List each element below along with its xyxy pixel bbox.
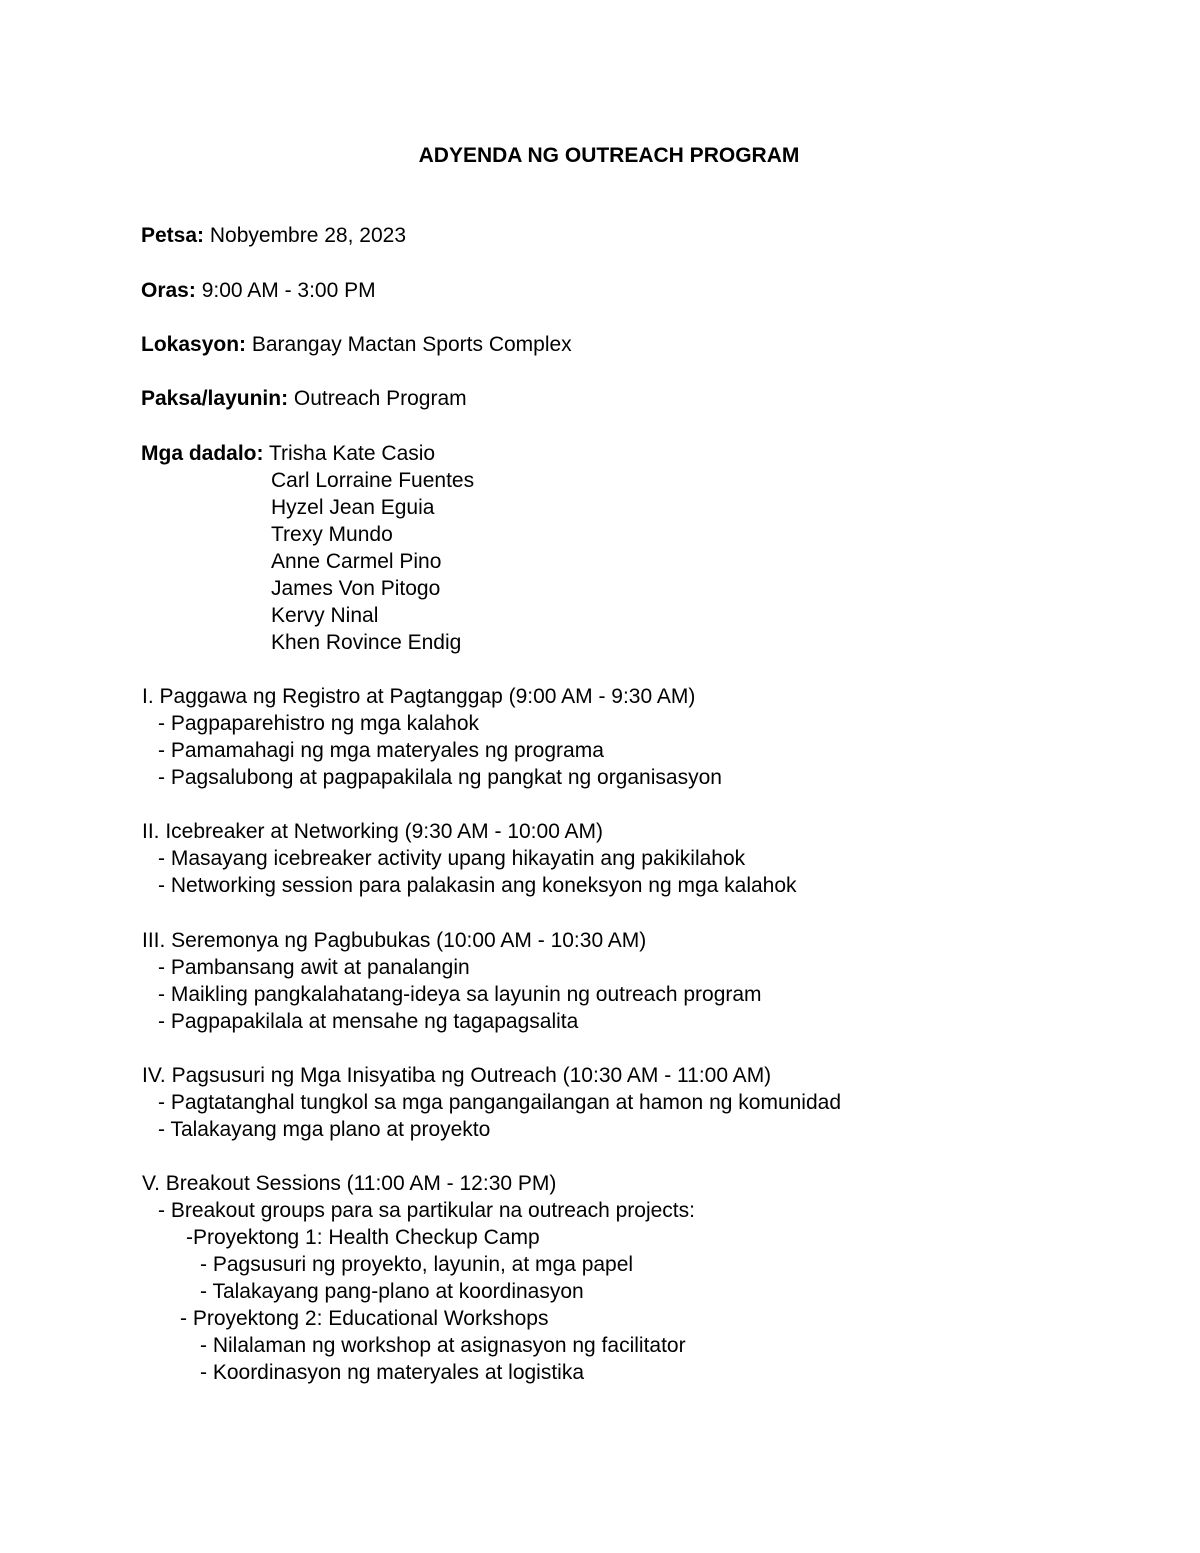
section-item: - Pagtatanghal tungkol sa mga pangangailangan at hamon ng komunidad bbox=[158, 1091, 842, 1114]
project-item: - Pagsusuri ng proyekto, layunin, at mga papel bbox=[200, 1253, 634, 1276]
attendee-name: Hyzel Jean Eguia bbox=[271, 496, 435, 519]
field-value: Trisha Kate Casio bbox=[263, 442, 436, 465]
section-item: - Pambansang awit at panalangin bbox=[158, 956, 470, 979]
project-label: - Proyektong 2: Educational Workshops bbox=[180, 1307, 549, 1330]
field-label: Oras: bbox=[141, 279, 196, 302]
project-item: - Talakayang pang-plano at koordinasyon bbox=[200, 1280, 584, 1303]
field-value: Outreach Program bbox=[288, 387, 467, 410]
attendee-name: Carl Lorraine Fuentes bbox=[271, 469, 475, 492]
project-item: - Koordinasyon ng materyales at logistika bbox=[200, 1361, 585, 1384]
field-paksa bbox=[141, 385, 467, 412]
field-value: Nobyembre 28, 2023 bbox=[204, 224, 406, 247]
section-item: - Maikling pangkalahatang-ideya sa layunin ng outreach program bbox=[158, 983, 762, 1006]
field-label: Lokasyon: bbox=[141, 333, 247, 356]
section-item: - Pamamahagi ng mga materyales ng programa bbox=[158, 739, 604, 762]
field-oras bbox=[141, 277, 376, 304]
section-heading: II. Icebreaker at Networking (9:30 AM - 10:00 AM) bbox=[142, 820, 604, 843]
attendee-name: Kervy Ninal bbox=[271, 604, 379, 627]
section-item: - Pagpaparehistro ng mga kalahok bbox=[158, 712, 480, 735]
section-item: - Pagpapakilala at mensahe ng tagapagsalita bbox=[158, 1010, 579, 1033]
document-title: ADYENDA NG OUTREACH PROGRAM bbox=[418, 144, 800, 167]
field-dadalo bbox=[141, 440, 435, 467]
field-lokasyon bbox=[141, 331, 572, 358]
field-label: Paksa/layunin: bbox=[141, 387, 289, 410]
section-item: - Masayang icebreaker activity upang hikayatin ang pakikilahok bbox=[158, 847, 746, 870]
section-item: - Breakout groups para sa partikular na outreach projects: bbox=[158, 1199, 695, 1222]
field-value: Barangay Mactan Sports Complex bbox=[246, 333, 572, 356]
project-label: -Proyektong 1: Health Checkup Camp bbox=[186, 1226, 540, 1249]
section-item: - Pagsalubong at pagpapakilala ng pangkat ng organisasyon bbox=[158, 766, 722, 789]
section-heading: V. Breakout Sessions (11:00 AM - 12:30 PM) bbox=[142, 1172, 557, 1195]
field-value: 9:00 AM - 3:00 PM bbox=[195, 279, 376, 302]
field-label: Petsa: bbox=[141, 224, 205, 247]
section-heading: III. Seremonya ng Pagbubukas (10:00 AM - 10:30 AM) bbox=[142, 929, 647, 952]
attendee-name: Trexy Mundo bbox=[271, 523, 393, 546]
field-label: Mga dadalo: bbox=[141, 442, 264, 465]
field-petsa bbox=[141, 222, 406, 249]
section-heading: I. Paggawa ng Registro at Pagtanggap (9:00 AM - 9:30 AM) bbox=[142, 685, 696, 708]
section-item: - Talakayang mga plano at proyekto bbox=[158, 1118, 491, 1141]
section-heading: IV. Pagsusuri ng Mga Inisyatiba ng Outreach (10:30 AM - 11:00 AM) bbox=[142, 1064, 772, 1087]
attendee-name: James Von Pitogo bbox=[271, 577, 441, 600]
attendee-name: Khen Rovince Endig bbox=[271, 631, 462, 654]
section-item: - Networking session para palakasin ang koneksyon ng mga kalahok bbox=[158, 874, 797, 897]
attendee-name: Anne Carmel Pino bbox=[271, 550, 442, 573]
project-item: - Nilalaman ng workshop at asignasyon ng facilitator bbox=[200, 1334, 686, 1357]
